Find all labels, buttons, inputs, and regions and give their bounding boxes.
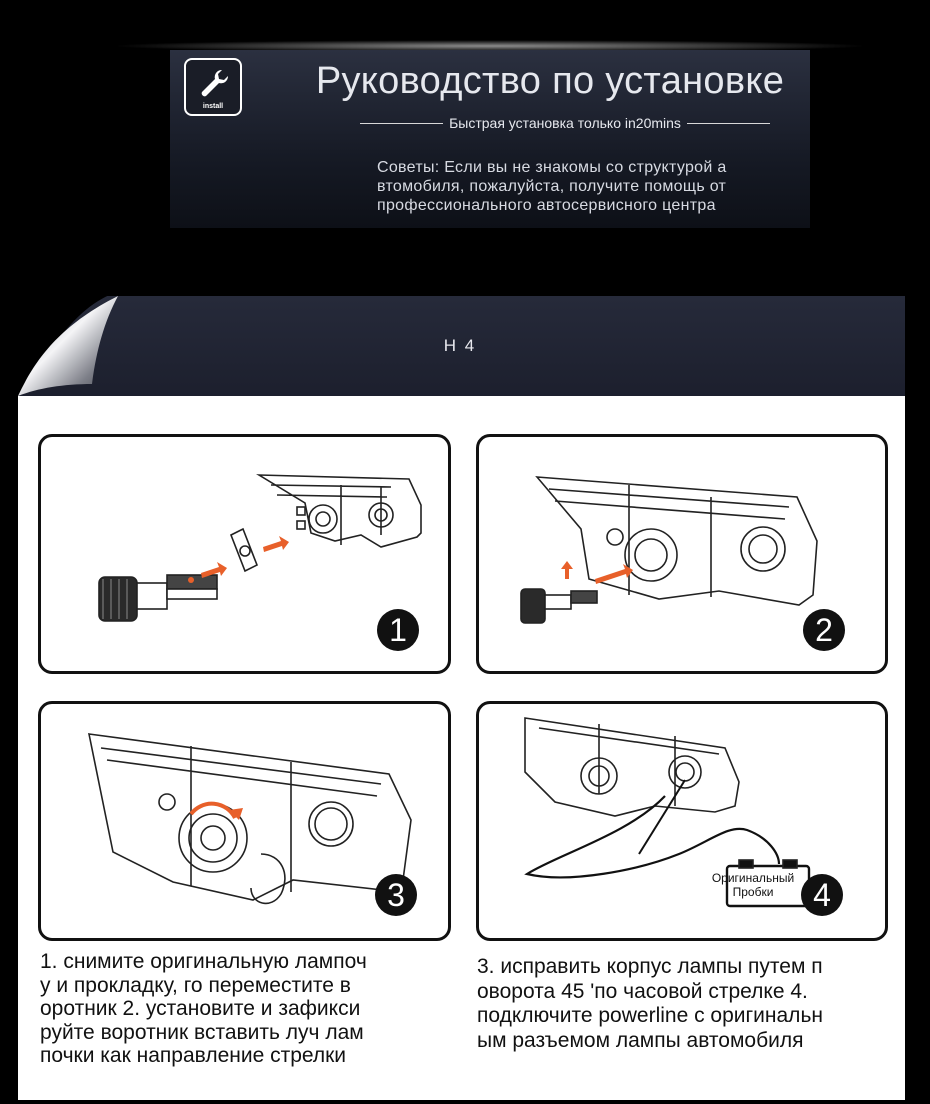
step-3-panel [38,701,451,941]
install-badge-label: install [202,103,224,110]
tips-text [377,158,797,215]
page-curl-icon [14,292,124,404]
install-badge [184,58,242,116]
instruction-line: подключите powerline с оригинальн [477,1004,823,1027]
step-number-4: 4 [801,874,843,916]
tips-line: втомобиля, пожалуйста, получите помощь от [377,178,727,195]
wrench-icon [196,66,232,102]
model-label: H 4 [443,336,477,355]
instructions-left [40,950,416,1090]
step-number-2: 2 [803,609,845,651]
step-1-panel [38,434,451,674]
tips-line: профессионального автосервисного центра [377,197,716,214]
step-number-3: 3 [375,874,417,916]
step-4-panel [476,701,888,941]
subtitle-rule-left [360,123,443,124]
instruction-line: 3. исправить корпус лампы путем п [477,955,823,978]
subtitle-row [360,114,770,132]
plug-label-line: Пробки [732,885,774,899]
page-title: Руководство по установке [315,60,785,102]
instruction-line: оворота 45 'по часовой стрелке 4. [477,979,808,1003]
instruction-line: оротник 2. установите и зафикси [40,997,361,1020]
instruction-line: почки как направление стрелки [40,1044,347,1067]
step-2-panel [476,434,888,674]
plug-label-line: Оригинальный [711,871,795,885]
instruction-line: 1. снимите оригинальную лампоч [40,950,367,973]
step-number-1: 1 [377,609,419,651]
instruction-line: ым разъемом лампы автомобиля [477,1028,804,1052]
instruction-line: руйте воротник вставить луч лам [40,1020,364,1044]
original-plug-label [707,871,799,899]
instruction-line: у и прокладку, го переместите в [40,973,351,997]
tips-line: Советы: Если вы не знакомы со структурой а [377,159,727,176]
subtitle: Быстрая установка только in20mins [449,115,681,131]
subtitle-rule-right [687,123,770,124]
instructions-right [477,955,887,1095]
